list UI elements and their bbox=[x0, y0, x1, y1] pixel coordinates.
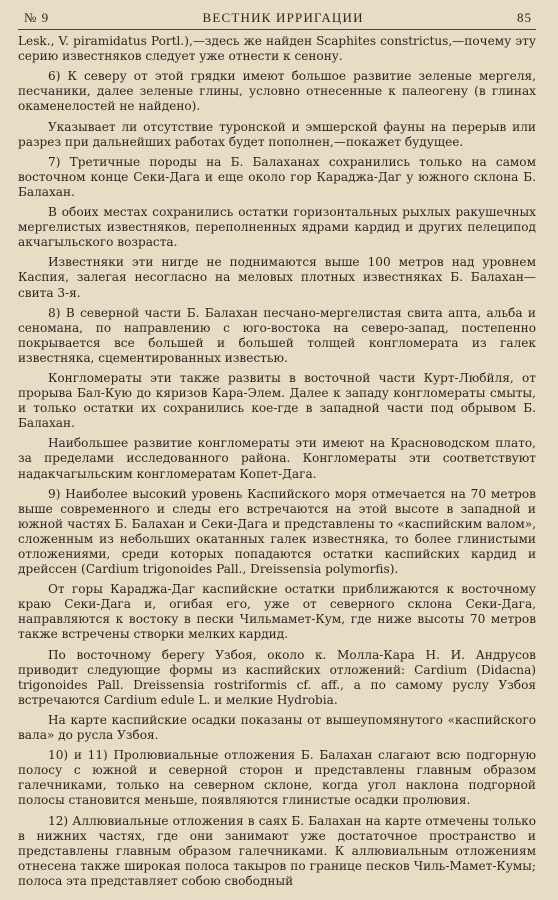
journal-title: ВЕСТНИК ИРРИГАЦИИ bbox=[202, 10, 364, 25]
paragraph: По восточному берегу Узбоя, около к. Молла-Кара Н. И. Андрусов приводит следующие формы из каспийских отложений: Cardium (Didacna) trigonoides Pall. Dreissensia rostriformis cf. aff., а по самому руслу Узбоя встречаются Cardium edule L. и мелкие Hydrobia. bbox=[18, 647, 536, 707]
article-body bbox=[18, 34, 536, 889]
paragraph: 6) К северу от этой грядки имеют большое развитие зеленые мергеля, песчаники, далее зеленые глины, условно отнесенные к палеогену (в глинах окаменелостей не найдено). bbox=[18, 69, 536, 114]
paragraph: Указывает ли отсутствие туронской и эмшерской фауны на перерыв или разрез при дальнейших работах будет пополнен,—покажет будущее. bbox=[18, 119, 536, 149]
paragraph: 10) и 11) Пролювиальные отложения Б. Балахан слагают всю подгорную полосу с южной и северной сторон и представлены главным образом галечниками, только на северном склоне, когда угол наклона подгорной полосы становится меньше, появляются глинистые осадки пролювия. bbox=[18, 748, 536, 808]
paragraph: Конгломераты эти также развиты в восточной части Курт-Любйля, от прорыва Бал-Кую до кяризов Кара-Элем. Далее к западу конгломераты смыты, и только остатки их сохранились кое-где в западной части под обрывом Б. Балахан. bbox=[18, 370, 536, 431]
running-header bbox=[18, 10, 536, 30]
paragraph: От горы Караджа-Даг каспийские остатки приближаются к восточному краю Секи-Дага и, огибая его, уже от северного склона Секи-Дага, направляются к востоку в пески Чильмамет-Кум, где ниже высоты 70 метров также встречены створки мелких кардид. bbox=[18, 582, 536, 642]
page-number: 85 bbox=[517, 10, 532, 25]
paragraph: В обоих местах сохранились остатки горизонтальных рыхлых ракушечных мергелистых известняков, переполненных ядрами кардид и других пелеципод акчагыльского возраста. bbox=[18, 205, 536, 250]
paragraph: 7) Третичные породы на Б. Балаханах сохранились только на самом восточном конце Секи-Дага и еще около гор Караджа-Даг у южного склона Б. Балахан. bbox=[18, 154, 536, 199]
paragraph: Lesk., V. piramidatus Portl.),—здесь же найден Scaphites constrictus,—почему эту серию известняков следует уже отнести к сенону. bbox=[18, 34, 536, 64]
paragraph: 12) Аллювиальные отложения в саях Б. Балахан на карте отмечены только в нижних частях, где они занимают уже достаточное пространство и представлены главным образом галечниками. К аллювиальным отложениям отнесена также широкая полоса такыров по границе песков Чиль-Мамет-Кумы; полоса эта представляет собою свободный bbox=[18, 813, 536, 888]
paragraph: Наибольшее развитие конгломераты эти имеют на Красноводском плато, за пределами исследованного района. Конгломераты эти соответствуют надакчагыльским конгломератам Копет-Дага. bbox=[18, 436, 536, 481]
issue-number: № 9 bbox=[24, 10, 50, 25]
paragraph: 8) В северной части Б. Балахан песчано-мергелистая свита апта, альба и сеномана, по направлению с юго-востока на северо-запад, постепенно покрывается все большей и большей толщей конгломерата из галек известняка, сцементированных известью. bbox=[18, 305, 536, 365]
paragraph: 9) Наиболее высокий уровень Каспийского моря отмечается на 70 метров выше современного и следы его встречаются на этой высоте в западной и южной частях Б. Балахан и Секи-Дага и представлены то «каспийским валом», сложенным из небольших окатанных галек известняка, то более глинистыми отложениями, среди которых попадаются остатки каспийских кардид и дрейссен (Cardium trigonoides Pall., Dreissensia polymorfis). bbox=[18, 486, 536, 577]
paragraph: Известняки эти нигде не поднимаются выше 100 метров над уровнем Каспия, залегая несогласно на меловых плотных известняках Б. Балахан—свита 3-я. bbox=[18, 255, 536, 300]
paragraph: На карте каспийские осадки показаны от вышеупомянутого «каспийского вала» до русла Узбоя. bbox=[18, 712, 536, 743]
